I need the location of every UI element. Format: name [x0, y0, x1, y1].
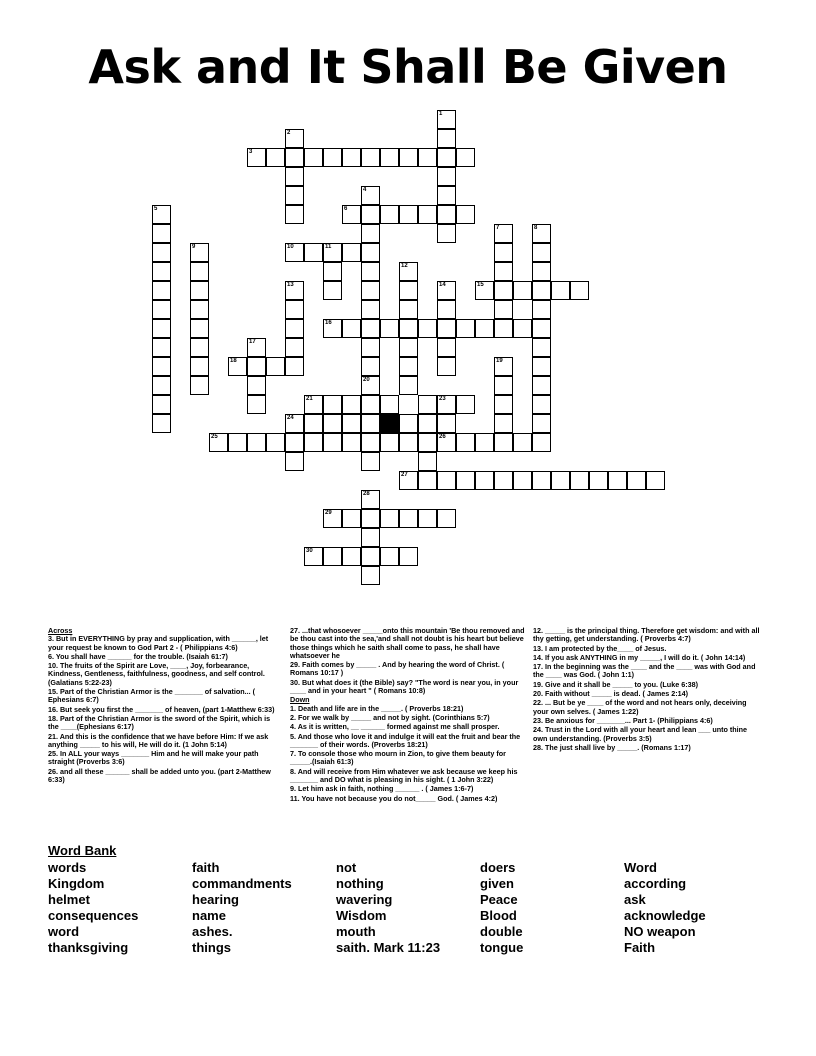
grid-cell[interactable] — [190, 262, 209, 281]
clue-text: 14. If you ask ANYTHING in my _____, I will do it. ( John 14:14) — [533, 652, 746, 662]
grid-cell[interactable] — [228, 357, 247, 376]
grid-cell[interactable] — [323, 243, 342, 262]
word-bank-word: acknowledge — [624, 908, 706, 923]
grid-cell[interactable] — [323, 281, 342, 300]
grid-cell[interactable] — [361, 205, 380, 224]
grid-cell[interactable] — [152, 357, 171, 376]
grid-cell[interactable] — [475, 433, 494, 452]
grid-cell[interactable] — [456, 471, 475, 490]
clues-column-3 — [533, 627, 763, 753]
grid-cell[interactable] — [437, 281, 456, 300]
clue-text: 4. As it is written, __ ______ formed against me shall prosper. — [290, 722, 500, 732]
grid-cell[interactable] — [304, 395, 323, 414]
grid-cell[interactable] — [361, 224, 380, 243]
grid-cell[interactable] — [380, 547, 399, 566]
clue-text: 16. But seek you first the _______ of heaven, (part 1-Matthew 6:33) — [48, 704, 275, 714]
grid-cell[interactable] — [361, 376, 380, 395]
clue-text: 29. Faith comes by _____ . And by hearing the word of Christ. ( Romans 10:17 ) — [290, 660, 505, 678]
grid-cell[interactable] — [304, 414, 323, 433]
grid-cell[interactable] — [285, 414, 304, 433]
grid-cell[interactable] — [190, 243, 209, 262]
grid-cell[interactable] — [152, 224, 171, 243]
clue-number: 12 — [401, 263, 408, 269]
grid-cell[interactable] — [304, 243, 323, 262]
grid-cell[interactable] — [361, 490, 380, 509]
clue-text: 26. and all these ______ shall be added unto you. (part 2-Matthew 6:33) — [48, 766, 271, 785]
grid-cell[interactable] — [399, 414, 418, 433]
grid-cell[interactable] — [456, 395, 475, 414]
clue-text: 25. In ALL your ways _______ Him and he will make your path straight (Proverbs 3:6) — [48, 749, 259, 767]
grid-cell[interactable] — [285, 167, 304, 186]
word-bank-word: doers — [480, 860, 516, 875]
clue-number: 4 — [363, 187, 367, 193]
grid-cell[interactable] — [494, 357, 513, 376]
grid-cell[interactable] — [456, 433, 475, 452]
grid-cell[interactable] — [380, 395, 399, 414]
grid-cell[interactable] — [532, 262, 551, 281]
grid-cell[interactable] — [152, 338, 171, 357]
across-header: Across — [48, 626, 73, 635]
grid-cell[interactable] — [437, 357, 456, 376]
grid-cell[interactable] — [418, 433, 437, 452]
grid-cell[interactable] — [285, 243, 304, 262]
word-bank-column — [336, 860, 440, 956]
clue-number: 8 — [534, 225, 538, 231]
grid-cell[interactable] — [418, 509, 437, 528]
grid-cell[interactable] — [361, 300, 380, 319]
clue-number: 19 — [496, 358, 503, 364]
grid-cell[interactable] — [532, 471, 551, 490]
grid-cell[interactable] — [361, 395, 380, 414]
grid-cell[interactable] — [475, 471, 494, 490]
grid-cell[interactable] — [342, 414, 361, 433]
grid-cell[interactable] — [361, 338, 380, 357]
grid-cell[interactable] — [513, 281, 532, 300]
grid-cell[interactable] — [475, 281, 494, 300]
word-bank-title: Word Bank — [48, 843, 117, 858]
grid-cell[interactable] — [494, 243, 513, 262]
grid-cell[interactable] — [380, 205, 399, 224]
grid-cell[interactable] — [399, 205, 418, 224]
clue-number: 17 — [249, 339, 256, 345]
grid-cell[interactable] — [399, 148, 418, 167]
grid-cell[interactable] — [437, 319, 456, 338]
grid-cell[interactable] — [247, 148, 266, 167]
word-bank-word: things — [192, 940, 231, 955]
grid-cell[interactable] — [437, 471, 456, 490]
grid-cell[interactable] — [437, 224, 456, 243]
grid-cell[interactable] — [304, 433, 323, 452]
clue-text: 1. Death and life are in the _____. ( Proverbs 18:21) — [290, 703, 464, 713]
grid-cell[interactable] — [437, 414, 456, 433]
word-bank-word: name — [192, 908, 226, 923]
clue-text: 8. And will receive from Him whatever we ask because we keep his _______ and DO what is pleasing in his sight. ( 1 John 3:22) — [290, 766, 518, 785]
clue-text: 17. In the beginning was the ____ and the ____ was with God and the ____ was God. ( John 1:1) — [533, 662, 756, 680]
grid-cell[interactable] — [361, 528, 380, 547]
grid-cell[interactable] — [152, 281, 171, 300]
grid-cell[interactable] — [646, 471, 665, 490]
grid-cell[interactable] — [323, 414, 342, 433]
clue-number: 26 — [439, 434, 446, 440]
grid-cell[interactable] — [570, 281, 589, 300]
clue-text: 11. You have not because you do not_____ God. ( James 4:2) — [290, 793, 498, 803]
word-bank-column — [624, 860, 706, 956]
grid-cell[interactable] — [437, 205, 456, 224]
clue-text: 23. Be anxious for _______... Part 1- (Philippians 4:6) — [533, 715, 713, 725]
grid-cell[interactable] — [342, 205, 361, 224]
grid-cell[interactable] — [589, 471, 608, 490]
grid-cell[interactable] — [152, 414, 171, 433]
grid-cell[interactable] — [380, 148, 399, 167]
word-bank-word: double — [480, 924, 523, 939]
clue-text: 7. To console those who mourn in Zion, to give them beauty for _____.(Isaiah 61:3) — [290, 749, 506, 767]
grid-cell[interactable] — [456, 205, 475, 224]
clue-number: 18 — [230, 358, 237, 364]
grid-cell[interactable] — [323, 262, 342, 281]
grid-cell[interactable] — [342, 547, 361, 566]
grid-cell[interactable] — [342, 433, 361, 452]
word-bank-word: word — [48, 924, 80, 939]
grid-cell[interactable] — [152, 243, 171, 262]
puzzle-title: Ask and It Shall Be Given — [88, 40, 728, 94]
clue-text: 22. ... But be ye ____ of the word and not hears only, deceiving your own selves. ( James 1:22) — [533, 698, 747, 716]
clue-number: 24 — [287, 415, 294, 421]
grid-cell[interactable] — [399, 262, 418, 281]
grid-cell[interactable] — [494, 262, 513, 281]
grid-cell[interactable] — [285, 281, 304, 300]
grid-cell[interactable] — [190, 300, 209, 319]
grid-cell[interactable] — [532, 357, 551, 376]
grid-cell[interactable] — [418, 452, 437, 471]
grid-cell[interactable] — [437, 148, 456, 167]
grid-cell[interactable] — [418, 414, 437, 433]
clue-number: 3 — [249, 149, 253, 155]
grid-cell[interactable] — [361, 357, 380, 376]
grid-cell[interactable] — [342, 243, 361, 262]
grid-cell[interactable] — [437, 186, 456, 205]
grid-cell[interactable] — [418, 205, 437, 224]
black-cell — [380, 414, 399, 433]
word-bank-word: helmet — [48, 892, 90, 907]
grid-cell[interactable] — [437, 110, 456, 129]
grid-cell[interactable] — [399, 357, 418, 376]
grid-cell[interactable] — [513, 471, 532, 490]
grid-cell[interactable] — [380, 433, 399, 452]
word-bank-column — [48, 860, 138, 956]
grid-cell[interactable] — [418, 148, 437, 167]
clue-text: 12. _____ is the principal thing. Therefore get wisdom: and with all thy getting, get understanding. ( Proverbs 4:7) — [533, 626, 760, 644]
grid-cell[interactable] — [399, 433, 418, 452]
grid-cell[interactable] — [361, 509, 380, 528]
word-bank-word: not — [336, 860, 357, 875]
grid-cell[interactable] — [399, 471, 418, 490]
down-header: Down — [290, 695, 310, 705]
word-bank-word: Faith — [624, 940, 656, 955]
clue-text: 21. And this is the confidence that we have before Him: If we ask anything _____ to his will, He will do it. (1 John 5:14) — [48, 731, 269, 749]
grid-cell[interactable] — [494, 281, 513, 300]
clue-number: 25 — [211, 434, 218, 440]
clue-number: 14 — [439, 282, 446, 288]
grid-cell[interactable] — [285, 357, 304, 376]
grid-cell[interactable] — [532, 376, 551, 395]
grid-cell[interactable] — [285, 433, 304, 452]
word-bank-word: hearing — [192, 892, 239, 907]
grid-cell[interactable] — [399, 319, 418, 338]
clue-number: 23 — [439, 396, 446, 402]
clue-text: 28. The just shall live by _____. (Romans 1:17) — [533, 742, 691, 752]
clue-number: 11 — [325, 244, 332, 250]
clue-text: 13. I am protected by the____ of Jesus. — [533, 643, 667, 653]
word-bank-word: Blood — [480, 908, 517, 923]
grid-cell[interactable] — [190, 319, 209, 338]
clue-number: 1 — [439, 111, 443, 117]
clue-text: 10. The fruits of the Spirit are Love, ____, Joy, forbearance, Kindness, Gentleness, faithfulness, goodness, and self control. (Galatians 5:22-23) — [48, 661, 265, 687]
grid-cell[interactable] — [361, 319, 380, 338]
grid-cell[interactable] — [437, 167, 456, 186]
clue-text: 9. Let him ask in faith, nothing ______ . ( James 1:6-7) — [290, 784, 474, 794]
grid-cell[interactable] — [190, 376, 209, 395]
clue-number: 28 — [363, 491, 370, 497]
clue-text: 15. Part of the Christian Armor is the _______ of salvation... ( Ephesians 6:7) — [48, 687, 256, 705]
clue-text: 5. And those who love it and indulge it will eat the fruit and bear the _______ of their words. (Proverbs 18:21) — [290, 731, 521, 749]
grid-cell[interactable] — [494, 224, 513, 243]
grid-cell[interactable] — [285, 186, 304, 205]
grid-cell[interactable] — [361, 547, 380, 566]
grid-cell[interactable] — [494, 414, 513, 433]
grid-cell[interactable] — [399, 509, 418, 528]
word-bank-word: consequences — [48, 908, 139, 923]
grid-cell[interactable] — [418, 395, 437, 414]
grid-cell[interactable] — [437, 300, 456, 319]
grid-cell[interactable] — [437, 509, 456, 528]
clue-text: 30. But what does it (the Bible) say? "The word is near you, in your ____ and in your heart " ( Romans 10:8) — [290, 677, 519, 696]
grid-cell[interactable] — [494, 376, 513, 395]
grid-cell[interactable] — [532, 281, 551, 300]
clue-text: 20. Faith without _____ is dead. ( James 2:14) — [533, 689, 688, 699]
word-bank-word: wavering — [336, 892, 393, 907]
grid-cell[interactable] — [532, 243, 551, 262]
word-bank-word: saith. Mark 11:23 — [336, 940, 441, 955]
word-bank-word: nothing — [336, 876, 384, 891]
grid-cell[interactable] — [323, 547, 342, 566]
grid-cell[interactable] — [304, 547, 323, 566]
grid-cell[interactable] — [532, 395, 551, 414]
word-bank-word: Word — [624, 860, 657, 875]
grid-cell[interactable] — [342, 319, 361, 338]
grid-cell[interactable] — [190, 357, 209, 376]
grid-cell[interactable] — [342, 509, 361, 528]
grid-cell[interactable] — [152, 262, 171, 281]
grid-cell[interactable] — [152, 319, 171, 338]
grid-cell[interactable] — [627, 471, 646, 490]
grid-cell[interactable] — [418, 471, 437, 490]
word-bank-word: Peace — [480, 892, 518, 907]
grid-cell[interactable] — [361, 452, 380, 471]
word-bank-word: commandments — [192, 876, 292, 891]
clue-number: 13 — [287, 282, 294, 288]
grid-cell[interactable] — [342, 148, 361, 167]
word-bank-word: given — [480, 876, 514, 891]
grid-cell[interactable] — [266, 357, 285, 376]
clue-number: 30 — [306, 548, 313, 554]
grid-cell[interactable] — [247, 338, 266, 357]
word-bank-word: tongue — [480, 940, 524, 955]
grid-cell[interactable] — [266, 148, 285, 167]
grid-cell[interactable] — [437, 433, 456, 452]
grid-cell[interactable] — [418, 319, 437, 338]
grid-cell[interactable] — [551, 281, 570, 300]
clue-text: 3. But in EVERYTHING by pray and supplication, with ______, let your request be known to God Part 2 - ( Philippians 4:6) — [48, 634, 269, 652]
grid-cell[interactable] — [247, 357, 266, 376]
clue-text: 19. Give and it shall be _____ to you. (Luke 6:38) — [533, 679, 698, 689]
grid-cell[interactable] — [532, 433, 551, 452]
clue-number: 29 — [325, 510, 332, 516]
grid-cell[interactable] — [361, 414, 380, 433]
clue-text: 18. Part of the Christian Armor is the sword of the Spirit, which is the ____(Ephesians 6:17) — [48, 713, 271, 732]
grid-cell[interactable] — [570, 471, 589, 490]
clue-number: 6 — [344, 206, 348, 212]
grid-cell[interactable] — [247, 433, 266, 452]
grid-cell[interactable] — [342, 395, 361, 414]
grid-cell[interactable] — [285, 148, 304, 167]
clue-number: 15 — [477, 282, 484, 288]
word-bank-word: NO weapon — [624, 924, 696, 939]
grid-cell[interactable] — [456, 148, 475, 167]
word-bank-column — [480, 860, 523, 956]
grid-cell[interactable] — [608, 471, 627, 490]
clue-number: 20 — [363, 377, 370, 383]
clue-text: 2. For we walk by _____ and not by sight. (Corinthians 5:7) — [290, 712, 490, 722]
word-bank-column — [192, 860, 292, 956]
word-bank-word: ask — [624, 892, 646, 907]
grid-cell[interactable] — [399, 338, 418, 357]
clues-column-1 — [48, 627, 276, 785]
clue-number: 2 — [287, 130, 291, 136]
grid-cell[interactable] — [399, 376, 418, 395]
clue-text: 24. Trust in the Lord with all your heart and lean ___ unto thine own understanding. (Proverbs 3:5) — [533, 725, 748, 743]
grid-cell[interactable] — [247, 376, 266, 395]
clue-number: 5 — [154, 206, 158, 212]
word-bank-word: Wisdom — [336, 908, 387, 923]
grid-cell[interactable] — [323, 509, 342, 528]
grid-cell[interactable] — [380, 319, 399, 338]
grid-cell[interactable] — [152, 300, 171, 319]
grid-cell[interactable] — [494, 433, 513, 452]
clue-number: 10 — [287, 244, 294, 250]
grid-cell[interactable] — [361, 262, 380, 281]
grid-cell[interactable] — [494, 300, 513, 319]
grid-cell[interactable] — [323, 148, 342, 167]
grid-cell[interactable] — [304, 148, 323, 167]
grid-cell[interactable] — [532, 338, 551, 357]
grid-cell[interactable] — [190, 338, 209, 357]
grid-cell[interactable] — [285, 452, 304, 471]
grid-cell[interactable] — [323, 433, 342, 452]
word-bank-word: faith — [192, 860, 220, 875]
grid-cell[interactable] — [532, 414, 551, 433]
grid-cell[interactable] — [152, 395, 171, 414]
grid-cell[interactable] — [361, 243, 380, 262]
grid-cell[interactable] — [532, 300, 551, 319]
grid-cell[interactable] — [437, 129, 456, 148]
clue-number: 27 — [401, 472, 408, 478]
grid-cell[interactable] — [494, 319, 513, 338]
grid-cell[interactable] — [152, 205, 171, 224]
grid-cell[interactable] — [361, 433, 380, 452]
word-bank-word: thanksgiving — [48, 940, 129, 955]
word-bank-word: mouth — [336, 924, 376, 939]
grid-cell[interactable] — [228, 433, 247, 452]
grid-cell[interactable] — [285, 300, 304, 319]
grid-cell[interactable] — [513, 319, 532, 338]
grid-cell[interactable] — [399, 547, 418, 566]
grid-cell[interactable] — [475, 319, 494, 338]
grid-cell[interactable] — [190, 281, 209, 300]
clue-text: 27. ...that whosoever _____onto this mountain 'Be thou removed and be thou cast into the sea,'and shall not doubt is his heart but believe those things which he saith shall come to pass, he shall have whatsoever he — [290, 626, 525, 660]
grid-cell[interactable] — [551, 471, 570, 490]
grid-cell[interactable] — [456, 319, 475, 338]
clue-text: 6. You shall have ______ for the trouble. (Isaiah 61:7) — [48, 651, 228, 661]
word-bank-word: according — [624, 876, 687, 891]
clues-column-2 — [290, 627, 526, 804]
grid-cell[interactable] — [247, 395, 266, 414]
grid-cell[interactable] — [532, 224, 551, 243]
grid-cell[interactable] — [285, 205, 304, 224]
grid-cell[interactable] — [494, 471, 513, 490]
grid-cell[interactable] — [361, 566, 380, 585]
grid-cell[interactable] — [513, 433, 532, 452]
grid-cell[interactable] — [361, 281, 380, 300]
grid-cell[interactable] — [323, 395, 342, 414]
grid-cell[interactable] — [437, 338, 456, 357]
word-bank-word: Kingdom — [48, 876, 105, 891]
clue-number: 7 — [496, 225, 500, 231]
grid-cell[interactable] — [399, 300, 418, 319]
grid-cell[interactable] — [399, 281, 418, 300]
grid-cell[interactable] — [380, 509, 399, 528]
word-bank-word: words — [48, 860, 87, 875]
clue-number: 21 — [306, 396, 313, 402]
grid-cell[interactable] — [285, 338, 304, 357]
word-bank-word: ashes. — [192, 924, 233, 939]
grid-cell[interactable] — [323, 319, 342, 338]
grid-cell[interactable] — [285, 129, 304, 148]
grid-cell[interactable] — [152, 376, 171, 395]
clue-number: 16 — [325, 320, 332, 326]
grid-cell[interactable] — [209, 433, 228, 452]
grid-cell[interactable] — [532, 319, 551, 338]
grid-cell[interactable] — [437, 395, 456, 414]
clue-number: 9 — [192, 244, 196, 250]
grid-cell[interactable] — [266, 433, 285, 452]
grid-cell[interactable] — [285, 319, 304, 338]
grid-cell[interactable] — [361, 186, 380, 205]
grid-cell[interactable] — [494, 395, 513, 414]
grid-cell[interactable] — [361, 148, 380, 167]
